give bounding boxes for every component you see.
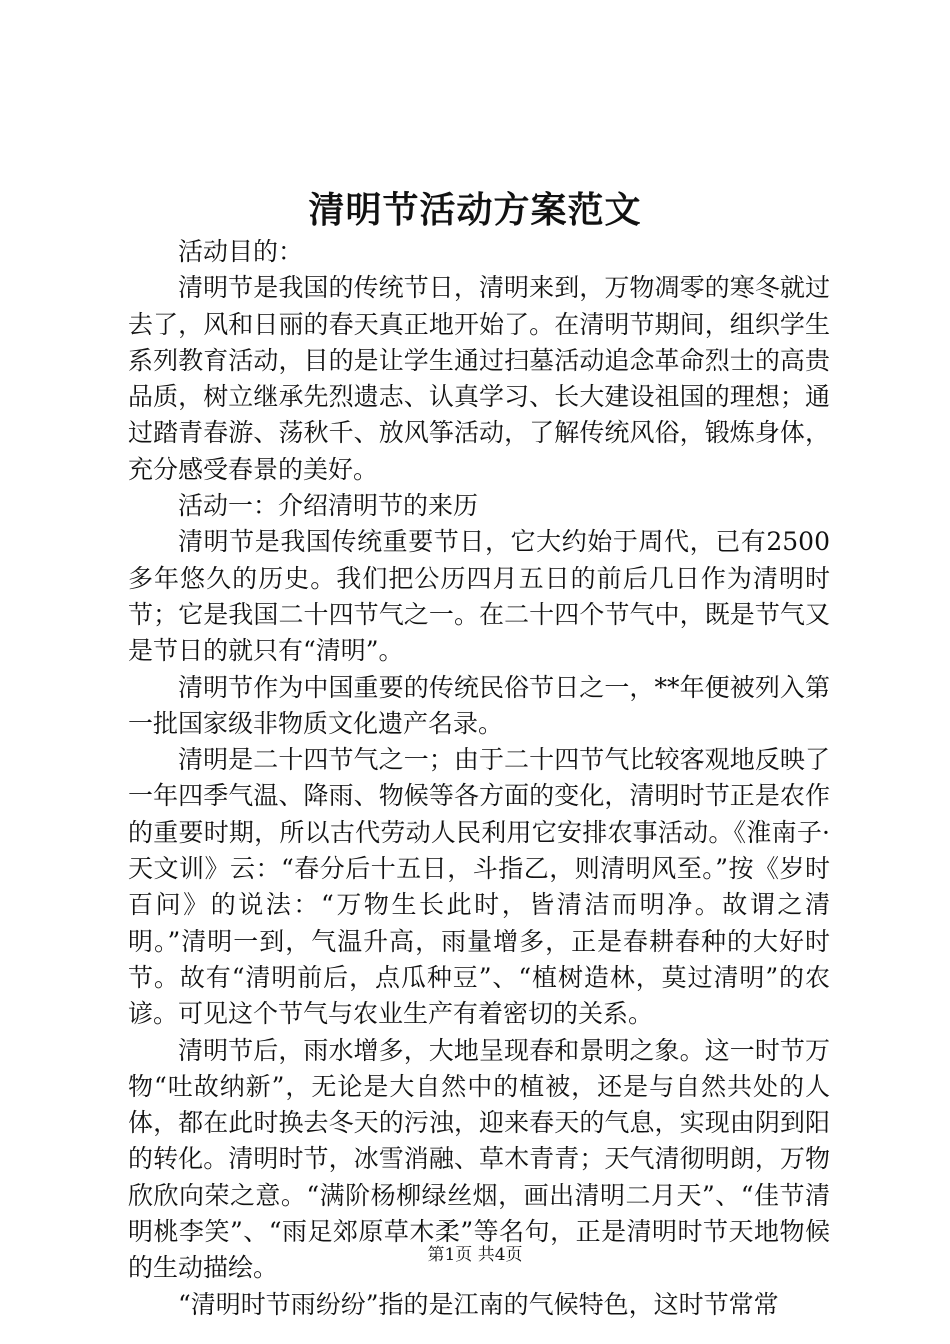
paragraph-rain: “清明时节雨纷纷”指的是江南的气候特色，这时节常常 [178, 1289, 779, 1319]
paragraph-origin: 清明节是我国传统重要节日，它大约始于周代，已有2500多年悠久的历史。我们把公历四月五日的前后几日作为清明时节；它是我国二十四节气之一。在二十四个节气中，既是节气又是节日的就只有“清明”。 [128, 527, 830, 666]
document-body [128, 234, 830, 1323]
paragraph-solar-term: 清明是二十四节气之一；由于二十四节气比较客观地反映了一年四季气温、降雨、物候等各方面的变化，清明时节正是农作的重要时期，所以古代劳动人民利用它安排农事活动。《淮南子·天文训》云：“春分后十五日，斗指乙，则清明风至。”按《岁时百问》的说法：“万物生长此时，皆清洁而明净。故谓之清明。”清明一到，气温升高，雨量增多，正是春耕春种的大好时节。故有“清明前后，点瓜种豆”、“植树造林，莫过清明”的农谚。可见这个节气与农业生产有着密切的关系。 [128, 745, 830, 1029]
paragraph-purpose-heading: 活动目的： [178, 237, 304, 266]
paragraph-heritage: 清明节作为中国重要的传统民俗节日之一，**年便被列入第一批国家级非物质文化遗产名录。 [128, 672, 830, 738]
page-number-footer: 第1页 共4页 [427, 1245, 523, 1265]
paragraph-activity-one-heading: 活动一：介绍清明节的来历 [178, 491, 479, 521]
paragraph-spring-scenery: 清明节后，雨水增多，大地呈现春和景明之象。这一时节万物“吐故纳新”，无论是大自然中的植被，还是与自然共处的人体，都在此时换去冬天的污浊，迎来春天的气息，实现由阴到阳的转化。清明时节，冰雪消融、草木青青；天气清彻明朗，万物欣欣向荣之意。“满阶杨柳绿丝烟，画出清明二月天”、“佳节清明桃李笑”、“雨足郊原草木柔”等名句，正是清明时节天地物候的生动描绘。 [128, 1035, 830, 1283]
document-title: 清明节活动方案范文 [308, 189, 642, 231]
paragraph-purpose: 清明节是我国的传统节日，清明来到，万物凋零的寒冬就过去了，风和日丽的春天真正地开始了。在清明节期间，组织学生系列教育活动，目的是让学生通过扫墓活动追念革命烈士的高贵品质，树立继承先烈遗志、认真学习、长大建设祖国的理想；通过踏青春游、荡秋千、放风筝活动，了解传统风俗，锻炼身体，充分感受春景的美好。 [128, 273, 830, 484]
